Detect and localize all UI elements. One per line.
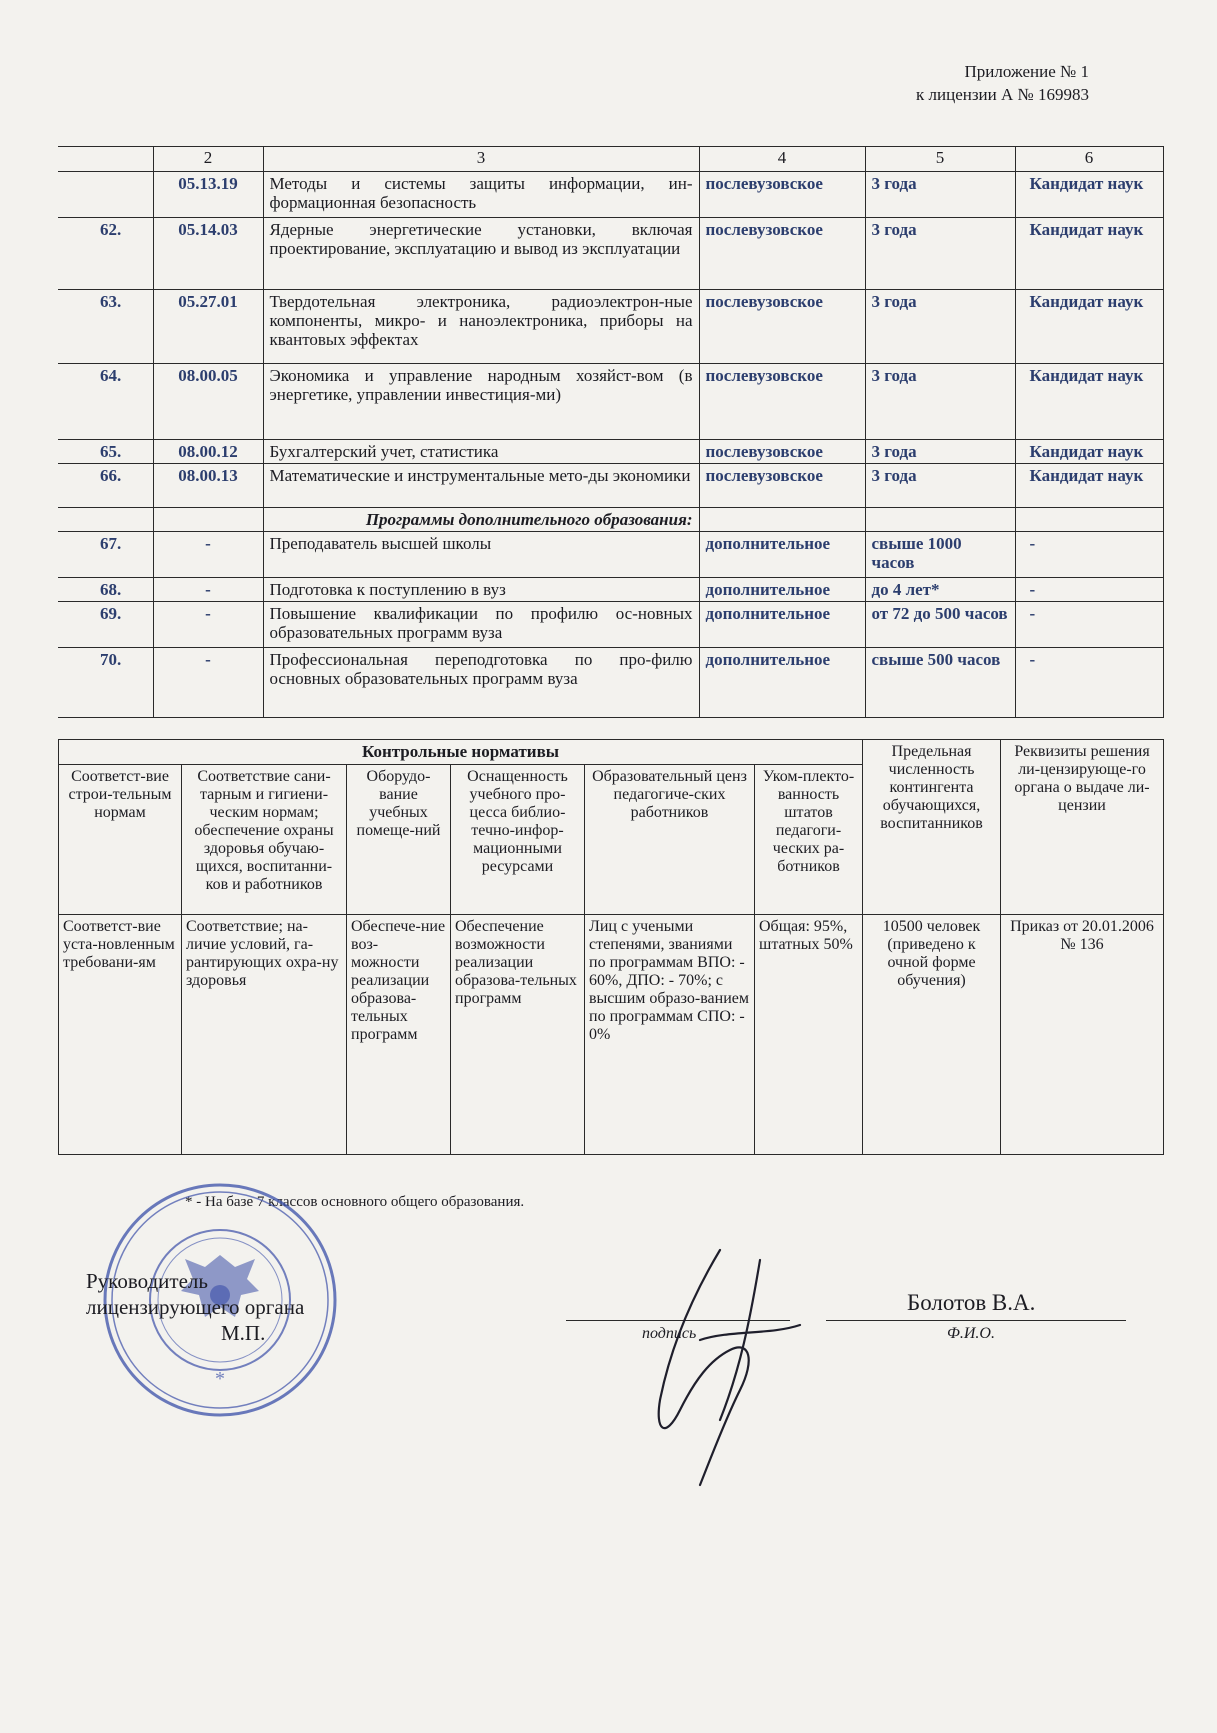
- signatory-role: Руководитель: [86, 1269, 208, 1293]
- duration: до 4 лет*: [865, 578, 1015, 602]
- education-level: дополнительное: [699, 648, 865, 718]
- signatory-block: [86, 1268, 304, 1346]
- norms-value: Общая: 95%, штатных 50%: [755, 915, 863, 1155]
- norms-title: Контрольные нормативы: [59, 740, 863, 765]
- row-number: 65.: [58, 440, 153, 464]
- decision-value: Приказ от 20.01.2006 № 136: [1001, 915, 1164, 1155]
- norms-subheader: Уком-плекто-ванность штатов педагоги-ческих ра-ботников: [755, 765, 863, 915]
- program-code: -: [153, 648, 263, 718]
- programs-table: [58, 146, 1164, 718]
- qualification: Кандидат наук: [1015, 464, 1163, 508]
- education-level: послевузовское: [699, 218, 865, 290]
- qualification: Кандидат наук: [1015, 218, 1163, 290]
- program-name: Твердотельная электроника, радиоэлектрон-ные компоненты, микро- и наноэлектроника, приборы на квантовых эффектах: [263, 290, 699, 364]
- norms-value: Обеспечение возможности реализации образова-тельных программ: [451, 915, 585, 1155]
- name-line: [826, 1320, 1126, 1321]
- col-header-4: 4: [699, 147, 865, 172]
- signatory-role-line2: лицензирующего органа: [86, 1295, 305, 1319]
- program-name: Экономика и управление народным хозяйст-вом (в энергетике, управлении инвестиция-ми): [263, 364, 699, 440]
- signature-label: подпись: [642, 1325, 697, 1342]
- decision-header: Реквизиты решения ли-цензирующе-го органа о выдаче ли-цензии: [1001, 740, 1164, 915]
- norms-value-row: [59, 915, 1164, 1155]
- qualification: Кандидат наук: [1015, 290, 1163, 364]
- qualification: Кандидат наук: [1015, 172, 1163, 218]
- norms-subheader: Оснащенность учебного про-цесса библио-течно-инфор-мационными ресурсами: [451, 765, 585, 915]
- col-header-6: 6: [1015, 147, 1163, 172]
- education-level: послевузовское: [699, 290, 865, 364]
- table-row: [58, 648, 1163, 718]
- norms-subheader: Оборудо-вание учебных помеще-ний: [347, 765, 451, 915]
- duration: свыше 1000 часов: [865, 532, 1015, 578]
- program-code: -: [153, 532, 263, 578]
- education-level: дополнительное: [699, 578, 865, 602]
- duration: 3 года: [865, 364, 1015, 440]
- row-number: 68.: [58, 578, 153, 602]
- table-row: [58, 602, 1163, 648]
- col-header-2: 2: [153, 147, 263, 172]
- table-row: [58, 290, 1163, 364]
- education-level: дополнительное: [699, 532, 865, 578]
- program-name: Бухгалтерский учет, статистика: [263, 440, 699, 464]
- program-code: 08.00.13: [153, 464, 263, 508]
- norms-value: Соответст-вие уста-новленным требовани-ям: [59, 915, 182, 1155]
- appendix-title: Приложение № 1: [964, 62, 1089, 81]
- norms-value: Обеспече-ние воз-можности реализации образова-тельных программ: [347, 915, 451, 1155]
- row-number: 62.: [58, 218, 153, 290]
- qualification: Кандидат наук: [1015, 364, 1163, 440]
- program-code: -: [153, 578, 263, 602]
- table-row: [58, 440, 1163, 464]
- program-code: 08.00.12: [153, 440, 263, 464]
- row-number: 70.: [58, 648, 153, 718]
- program-code: -: [153, 602, 263, 648]
- norms-value: Соответствие; на-личие условий, га-рантирующих охра-ну здоровья: [182, 915, 347, 1155]
- qualification: -: [1015, 578, 1163, 602]
- col-header-3: 3: [263, 147, 699, 172]
- table-row: [58, 464, 1163, 508]
- license-number: к лицензии А № 169983: [916, 85, 1089, 104]
- signatory-name: Болотов В.А.: [907, 1290, 1036, 1315]
- table-row: [58, 218, 1163, 290]
- program-name: Математические и инструментальные мето-ды экономики: [263, 464, 699, 508]
- capacity-value: 10500 человек (приведено к очной форме обучения): [863, 915, 1001, 1155]
- duration: 3 года: [865, 218, 1015, 290]
- norms-subheader: Соответствие сани-тарным и гигиени-ческим нормам; обеспечение охраны здоровья обучаю-щихся, воспитанни-ков и работников: [182, 765, 347, 915]
- program-code: 05.14.03: [153, 218, 263, 290]
- row-number: 66.: [58, 464, 153, 508]
- qualification: -: [1015, 602, 1163, 648]
- section-row: [58, 508, 1163, 532]
- program-name: Профессиональная переподготовка по про-филю основных образовательных программ вуза: [263, 648, 699, 718]
- program-name: Преподаватель высшей школы: [263, 532, 699, 578]
- program-name: Методы и системы защиты информации, ин-формационная безопасность: [263, 172, 699, 218]
- control-norms-table: [58, 739, 1164, 1155]
- fio-label: Ф.И.О.: [947, 1325, 995, 1342]
- footnote: * - На базе 7 классов основного общего образования.: [185, 1194, 525, 1210]
- seal-place-label: М.П.: [221, 1321, 266, 1345]
- table-row: [58, 578, 1163, 602]
- education-level: дополнительное: [699, 602, 865, 648]
- table-row: [58, 364, 1163, 440]
- duration: 3 года: [865, 440, 1015, 464]
- section-title: Программы дополнительного образования:: [263, 508, 699, 532]
- education-level: послевузовское: [699, 172, 865, 218]
- education-level: послевузовское: [699, 440, 865, 464]
- svg-text:*: *: [215, 1368, 225, 1390]
- row-number: 64.: [58, 364, 153, 440]
- norms-title-row: [59, 740, 1164, 765]
- table-row: [58, 172, 1163, 218]
- norms-subheader: Соответст-вие строи-тельным нормам: [59, 765, 182, 915]
- duration: 3 года: [865, 464, 1015, 508]
- education-level: послевузовское: [699, 464, 865, 508]
- qualification: Кандидат наук: [1015, 440, 1163, 464]
- row-number: 67.: [58, 532, 153, 578]
- qualification: -: [1015, 648, 1163, 718]
- program-code: 05.13.19: [153, 172, 263, 218]
- qualification: -: [1015, 532, 1163, 578]
- row-number: 63.: [58, 290, 153, 364]
- appendix-header: [916, 60, 1089, 106]
- duration: 3 года: [865, 172, 1015, 218]
- program-name: Ядерные энергетические установки, включая проектирование, эксплуатацию и вывод из эксплуатации: [263, 218, 699, 290]
- table-row: [58, 532, 1163, 578]
- table-header-row: [58, 147, 1163, 172]
- capacity-header: Предельная численность контингента обучающихся, воспитанников: [863, 740, 1001, 915]
- program-code: 08.00.05: [153, 364, 263, 440]
- duration: свыше 500 часов: [865, 648, 1015, 718]
- handwritten-signature-icon: [600, 1240, 830, 1490]
- norms-subheader: Образовательный ценз педагогиче-ских работников: [585, 765, 755, 915]
- program-name: Подготовка к поступлению в вуз: [263, 578, 699, 602]
- program-code: 05.27.01: [153, 290, 263, 364]
- col-header-5: 5: [865, 147, 1015, 172]
- norms-value: Лиц с учеными степенями, званиями по программам ВПО: - 60%, ДПО: - 70%; с высшим образо-ванием по программам СПО: - 0%: [585, 915, 755, 1155]
- duration: от 72 до 500 часов: [865, 602, 1015, 648]
- program-name: Повышение квалификации по профилю ос-новных образовательных программ вуза: [263, 602, 699, 648]
- education-level: послевузовское: [699, 364, 865, 440]
- duration: 3 года: [865, 290, 1015, 364]
- row-number: 69.: [58, 602, 153, 648]
